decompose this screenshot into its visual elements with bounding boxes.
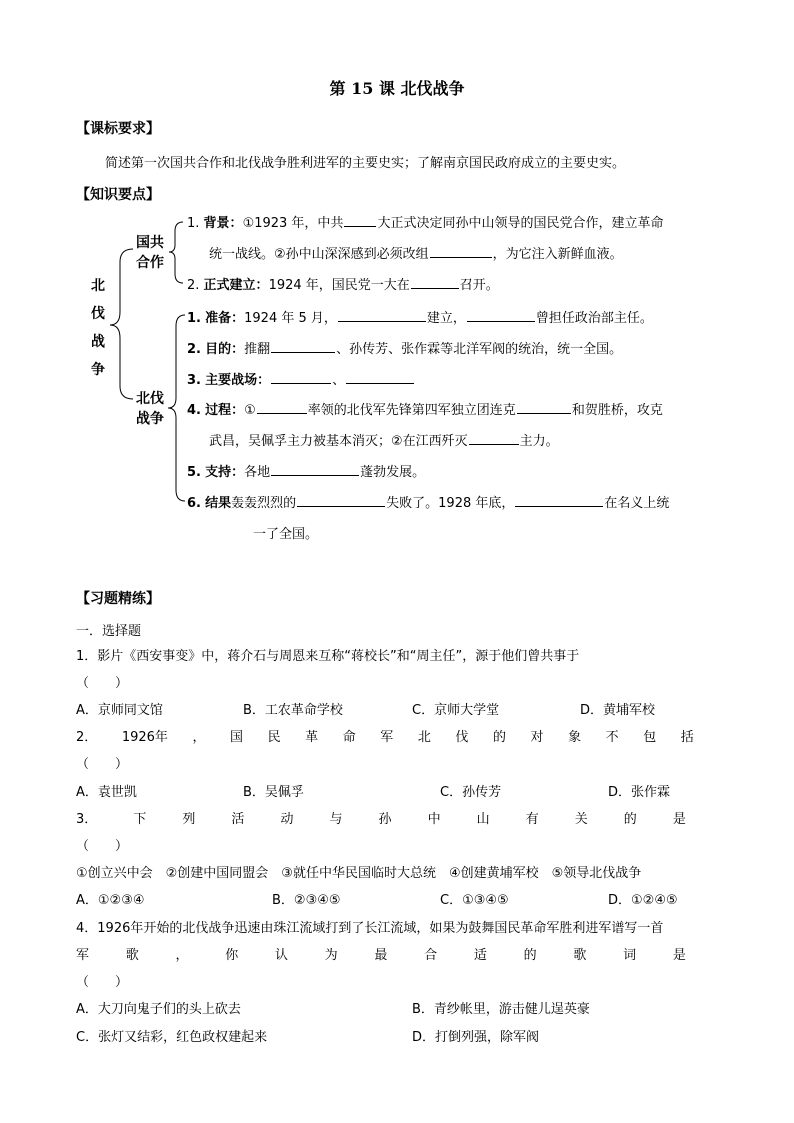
item-text: 主力。: [519, 434, 559, 449]
question-2-paren: （ ）: [76, 757, 129, 772]
question-3-stem: [76, 808, 686, 827]
q1-option-b[interactable]: B．工农革命学校: [243, 703, 343, 718]
page-title: 第 15 课 北伐战争: [329, 79, 465, 98]
fill-blank[interactable]: [271, 463, 359, 476]
fill-blank[interactable]: [271, 371, 331, 384]
item-text: 1924 年，国民党一大在: [268, 278, 410, 293]
branch1-item-1: [187, 212, 663, 231]
branch2-brace: [168, 315, 185, 501]
item-text: 在名义上统: [604, 496, 670, 511]
stem-char: 1926年: [121, 730, 168, 745]
q3-option-a[interactable]: A．①②③④: [76, 893, 145, 908]
item-num: 4.: [187, 403, 201, 418]
item-key: 正式建立：: [203, 278, 269, 293]
root-char: 争: [91, 362, 105, 378]
section-knowledge: 【知识要点】: [76, 187, 160, 203]
section-curriculum: 【课标要求】: [76, 121, 160, 137]
stem-char: 军: [76, 948, 90, 963]
question-4-stem-line2: [76, 944, 686, 963]
item-text: 曾担任政治部主任。: [535, 311, 653, 326]
question-3-statement: ①创立兴中会 ②创建中国同盟会 ③就任中华民国临时大总统 ④创建黄埔军校 ⑤领导北伐战争: [76, 866, 642, 881]
stem-char: 认: [274, 948, 288, 963]
fill-blank[interactable]: [338, 309, 426, 322]
item-num: 2.: [187, 342, 201, 357]
stem-char: 动: [280, 812, 294, 827]
branch2-item-4-line2: [209, 430, 559, 449]
stem-char: 包: [643, 730, 657, 745]
item-key: 支持：: [205, 465, 245, 480]
stem-char: 歌: [573, 948, 587, 963]
stem-char: 括: [680, 730, 694, 745]
fill-blank[interactable]: [411, 276, 459, 289]
stem-char: 中: [427, 812, 441, 827]
q3-option-c[interactable]: C．①③④⑤: [440, 893, 509, 908]
branch1-label-line: 国共: [136, 235, 164, 251]
stem-char: 关: [574, 812, 588, 827]
item-key: 目的：: [205, 342, 245, 357]
stem-char: 最: [374, 948, 388, 963]
item-num: 2.: [187, 278, 200, 293]
item-key: 准备：: [205, 311, 245, 326]
part-heading: 一．选择题: [76, 624, 142, 639]
fill-blank[interactable]: [517, 401, 571, 414]
stem-char: 山: [476, 812, 490, 827]
q1-option-d[interactable]: D．黄埔军校: [580, 703, 656, 718]
stem-char: 3．: [76, 812, 98, 827]
item-text: 推翻: [244, 342, 271, 357]
q4-option-a[interactable]: A．大刀向鬼子们的头上砍去: [76, 1002, 241, 1017]
branch2-item-1: [187, 307, 653, 326]
item-key: 背景：: [203, 216, 243, 231]
branch2-label-line: 北伐: [136, 391, 164, 407]
tree-root-label: [90, 272, 106, 384]
q2-option-d[interactable]: D．张作霖: [608, 785, 671, 800]
item-key: 过程：: [205, 403, 245, 418]
fill-blank[interactable]: [257, 401, 307, 414]
item-text: 各地: [244, 465, 271, 480]
stem-char: 对: [530, 730, 544, 745]
stem-char: ，: [192, 730, 206, 745]
q3-option-b[interactable]: B．②③④⑤: [272, 893, 341, 908]
root-brace: [110, 249, 133, 399]
fill-blank[interactable]: [515, 494, 603, 507]
fill-blank[interactable]: [469, 432, 519, 445]
item-text: ①1923 年，中共: [242, 216, 344, 231]
item-num: 1.: [187, 216, 200, 231]
question-1-stem: 1．影片《西安事变》中，蒋介石与周恩来互称“蒋校长”和“周主任”，源于他们曾共事于: [76, 649, 580, 664]
item-num: 3.: [187, 373, 201, 388]
question-1-paren: （ ）: [76, 676, 129, 691]
stem-char: 北: [417, 730, 431, 745]
item-text: 1924 年 5 月，: [244, 311, 337, 326]
q2-option-a[interactable]: A．袁世凯: [76, 785, 137, 800]
fill-blank[interactable]: [271, 340, 335, 353]
stem-char: 命: [342, 730, 356, 745]
branch1-label: [136, 233, 164, 273]
curriculum-text: 简述第一次国共合作和北伐战争胜利进军的主要史实；了解南京国民政府成立的主要史实。: [105, 156, 626, 171]
item-key: 结果: [205, 496, 232, 511]
fill-blank[interactable]: [467, 309, 535, 322]
q4-option-d[interactable]: D．打倒列强，除军阀: [412, 1030, 540, 1045]
root-char: 战: [91, 334, 105, 350]
stem-char: 合: [424, 948, 438, 963]
stem-char: 的: [523, 948, 537, 963]
item-text: 召开。: [459, 278, 499, 293]
fill-blank[interactable]: [346, 371, 414, 384]
item-text: 率领的北伐军先锋第四军独立团连克: [307, 403, 516, 418]
root-char: 伐: [91, 306, 105, 322]
stem-char: 为: [324, 948, 338, 963]
fill-blank[interactable]: [430, 245, 492, 258]
question-4-paren: （ ）: [76, 975, 129, 990]
branch2-item-6: [187, 492, 669, 511]
q1-option-c[interactable]: C．京师大学堂: [412, 703, 500, 718]
item-text: 、孙传芳、张作霖等北洋军阀的统治，统一全国。: [336, 342, 623, 357]
stem-char: 是: [672, 812, 686, 827]
branch2-item-4: [187, 399, 663, 418]
q1-option-a[interactable]: A．京师同文馆: [76, 703, 163, 718]
item-num: 5.: [187, 465, 201, 480]
root-char: 北: [91, 278, 105, 294]
branch1-brace: [169, 222, 183, 283]
branch2-item-3: [187, 369, 415, 388]
stem-char: 伐: [455, 730, 469, 745]
stem-char: 象: [568, 730, 582, 745]
item-text: 大正式决定同孙中山领导的国民党合作，建立革命: [377, 216, 664, 231]
stem-char: 词: [623, 948, 637, 963]
stem-char: 下: [133, 812, 147, 827]
item-text: 轰轰烈烈的: [231, 496, 297, 511]
item-num: 1.: [187, 311, 201, 326]
stem-char: 适: [473, 948, 487, 963]
stem-char: 2．: [76, 730, 98, 745]
item-num: 6.: [187, 496, 201, 511]
item-key: 主要战场：: [205, 373, 271, 388]
item-text: 蓬勃发展。: [360, 465, 426, 480]
question-4-stem: 4．1926年开始的北伐战争迅速由珠江流域打到了长江流域，如果为鼓舞国民革命军胜利进军谱写一首: [76, 921, 664, 936]
stem-char: 与: [329, 812, 343, 827]
question-3-paren: （ ）: [76, 839, 129, 854]
item-text: 和贺胜桥，攻克: [571, 403, 663, 418]
stem-char: 活: [231, 812, 245, 827]
question-2-stem: [76, 726, 694, 745]
fill-blank[interactable]: [344, 214, 376, 227]
stem-char: 国: [230, 730, 244, 745]
stem-char: 歌: [125, 948, 139, 963]
stem-char: 革: [305, 730, 319, 745]
q4-option-b[interactable]: B．青纱帐里，游击健儿逞英豪: [412, 1002, 590, 1017]
stem-char: 不: [605, 730, 619, 745]
item-text: 建立，: [426, 311, 466, 326]
branch1-item-1-line2: [209, 243, 623, 262]
q2-option-b[interactable]: B．吴佩孚: [243, 785, 304, 800]
fill-blank[interactable]: [297, 494, 385, 507]
stem-char: ，: [175, 948, 189, 963]
stem-char: 列: [182, 812, 196, 827]
stem-char: 民: [267, 730, 281, 745]
item-text: 失败了。1928 年底，: [386, 496, 515, 511]
branch2-label-line: 战争: [136, 411, 164, 427]
item-text: 武昌，吴佩孚主力被基本消灭；②在江西歼灭: [209, 434, 468, 449]
stem-char: 孙: [378, 812, 392, 827]
q4-option-c[interactable]: C．张灯又结彩，红色政权建起来: [76, 1030, 268, 1045]
branch2-item-6-line2: 一了全国。: [253, 527, 319, 542]
stem-char: 是: [672, 948, 686, 963]
branch1-item-2: [187, 274, 499, 293]
q3-option-d[interactable]: D．①②④⑤: [608, 893, 678, 908]
branch2-item-5: [187, 461, 425, 480]
branch2-label: [136, 389, 164, 429]
item-text: 统一战线。②孙中山深深感到必须改组: [209, 247, 429, 262]
stem-char: 的: [623, 812, 637, 827]
stem-char: 你: [225, 948, 239, 963]
item-text: ，为它注入新鲜血液。: [492, 247, 623, 262]
stem-char: 有: [525, 812, 539, 827]
branch2-item-2: [187, 338, 622, 357]
q2-option-c[interactable]: C．孙传芳: [440, 785, 502, 800]
stem-char: 军: [380, 730, 394, 745]
section-exercises: 【习题精练】: [76, 591, 160, 607]
branch1-label-line: 合作: [136, 255, 164, 271]
item-text: 、: [332, 373, 346, 388]
item-text: ①: [244, 403, 256, 418]
stem-char: 的: [492, 730, 506, 745]
